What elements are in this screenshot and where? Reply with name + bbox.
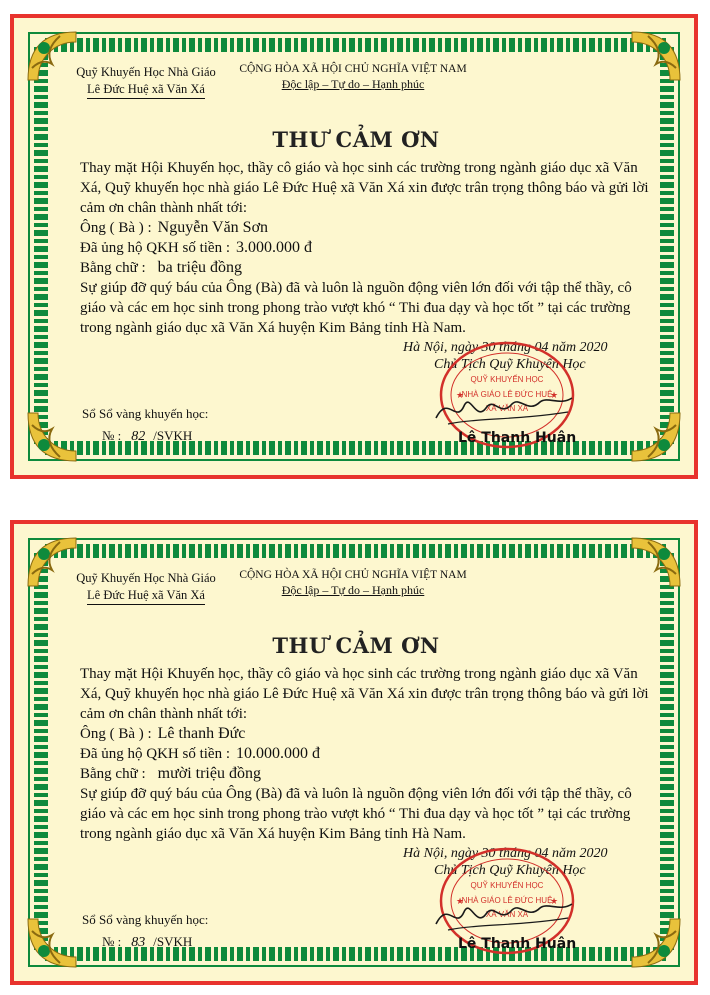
letter-title: THƯ CẢM ƠN bbox=[272, 127, 440, 152]
greek-key-border-right bbox=[660, 46, 674, 447]
letter-body bbox=[58, 664, 654, 844]
org-name: Quỹ Khuyến Học Nhà Giáo bbox=[76, 65, 216, 79]
signer-role: Chủ Tịch Quỹ Khuyến Học bbox=[434, 357, 586, 372]
letter-content bbox=[58, 54, 654, 446]
registry-number bbox=[102, 934, 192, 951]
amount-in-words: mười triệu đồng bbox=[157, 765, 261, 782]
stamp-text-line-1: QUỸ KHUYẾN HỌC bbox=[470, 881, 544, 890]
national-motto: Độc lập – Tự do – Hạnh phúc bbox=[281, 583, 425, 597]
country-name: CỘNG HÒA XÃ HỘI CHỦ NGHĨA VIỆT NAM bbox=[239, 63, 467, 75]
closing-paragraph: Sự giúp đỡ quý báu của Ông (Bà) đã và luôn là nguồn động viên lớn đối với tập thể thầy, cô giáo và các em học sinh trong phong trào vượt khó “ Thi đua dạy và học tốt ” tại các trường trong ngành giáo dục xã Văn Xá huyện Kim Bảng tỉnh Hà Nam. bbox=[80, 280, 632, 336]
signer-role: Chủ Tịch Quỹ Khuyến Học bbox=[434, 863, 586, 878]
letter-body bbox=[58, 158, 654, 338]
letter-content bbox=[58, 560, 654, 952]
number-value: 83 bbox=[131, 935, 146, 950]
stamp-text-line-1: QUỸ KHUYẾN HỌC bbox=[470, 375, 544, 384]
greek-key-border-right bbox=[660, 552, 674, 953]
recipient-label: Ông ( Bà ) : bbox=[80, 220, 152, 236]
gold-book-label: Sổ Sổ vàng khuyến học: bbox=[82, 406, 209, 421]
stamp-text-line-2: NHÀ GIÁO LÊ ĐỨC HUỆ bbox=[461, 390, 553, 399]
greek-key-border-left bbox=[34, 552, 48, 953]
greek-key-border-top bbox=[42, 38, 666, 52]
handwritten-signature-icon bbox=[428, 890, 578, 940]
recipient-line bbox=[58, 724, 654, 744]
org-location: Lê Đức Huệ xã Văn Xá bbox=[87, 81, 205, 99]
recipient-name: Lê thanh Đức bbox=[157, 725, 246, 742]
words-label: Bằng chữ : bbox=[80, 260, 146, 276]
org-header bbox=[66, 64, 226, 99]
thank-you-letter-1 bbox=[10, 14, 698, 479]
amount-value: 3.000.000 đ bbox=[236, 239, 312, 256]
number-label: № : bbox=[102, 428, 122, 443]
greek-key-border-top bbox=[42, 544, 666, 558]
national-header bbox=[228, 62, 478, 92]
amount-label: Đã ủng hộ QKH số tiền : bbox=[80, 746, 230, 762]
svg-text:★: ★ bbox=[550, 390, 559, 400]
svg-text:★: ★ bbox=[456, 896, 465, 906]
intro-paragraph: Thay mặt Hội Khuyến học, thầy cô giáo và học sinh các trường trong ngành giáo dục xã Văn Xá, Quỹ khuyến học nhà giáo Lê Đức Huệ xã Văn Xá xin được trân trọng thông báo và gửi lời cảm ơn chân thành nhất tới: bbox=[80, 160, 649, 216]
amount-value: 10.000.000 đ bbox=[236, 745, 320, 762]
amount-line bbox=[58, 744, 654, 764]
number-value: 82 bbox=[131, 429, 146, 444]
org-header bbox=[66, 570, 226, 605]
recipient-name: Nguyễn Văn Sơn bbox=[157, 219, 269, 236]
greek-key-border-left bbox=[34, 46, 48, 447]
stamp-text-line-3: XÃ VĂN XÁ bbox=[485, 910, 529, 919]
signer-name: Lê Thanh Huân bbox=[458, 936, 577, 952]
org-name: Quỹ Khuyến Học Nhà Giáo bbox=[76, 571, 216, 585]
words-line bbox=[58, 258, 654, 278]
letter-date: Hà Nội, ngày 30 tháng 04 năm 2020 bbox=[403, 340, 608, 355]
svg-text:★: ★ bbox=[550, 896, 559, 906]
recipient-line bbox=[58, 218, 654, 238]
svg-text:★: ★ bbox=[456, 390, 465, 400]
recipient-label: Ông ( Bà ) : bbox=[80, 726, 152, 742]
gold-book-label: Sổ Sổ vàng khuyến học: bbox=[82, 912, 209, 927]
stamp-text-line-3: XÃ VĂN XÁ bbox=[485, 404, 529, 413]
words-line bbox=[58, 764, 654, 784]
handwritten-signature-icon bbox=[428, 384, 578, 434]
registry-number bbox=[102, 428, 192, 445]
letter-title: THƯ CẢM ƠN bbox=[272, 633, 440, 658]
amount-label: Đã ủng hộ QKH số tiền : bbox=[80, 240, 230, 256]
number-label: № : bbox=[102, 934, 122, 949]
thank-you-letter-2 bbox=[10, 520, 698, 985]
number-suffix: /SVKH bbox=[153, 934, 193, 949]
closing-paragraph: Sự giúp đỡ quý báu của Ông (Bà) đã và luôn là nguồn động viên lớn đối với tập thể thầy, cô giáo và các em học sinh trong phong trào vượt khó “ Thi đua dạy và học tốt ” tại các trường trong ngành giáo dục xã Văn Xá huyện Kim Bảng tỉnh Hà Nam. bbox=[80, 786, 632, 842]
number-suffix: /SVKH bbox=[153, 428, 193, 443]
signer-name: Lê Thanh Huân bbox=[458, 430, 577, 446]
words-label: Bằng chữ : bbox=[80, 766, 146, 782]
org-location: Lê Đức Huệ xã Văn Xá bbox=[87, 587, 205, 605]
amount-line bbox=[58, 238, 654, 258]
stamp-text-line-2: NHÀ GIÁO LÊ ĐỨC HUỆ bbox=[461, 896, 553, 905]
country-name: CỘNG HÒA XÃ HỘI CHỦ NGHĨA VIỆT NAM bbox=[239, 569, 467, 581]
amount-in-words: ba triệu đồng bbox=[157, 259, 243, 276]
national-motto: Độc lập – Tự do – Hạnh phúc bbox=[281, 77, 425, 91]
intro-paragraph: Thay mặt Hội Khuyến học, thầy cô giáo và học sinh các trường trong ngành giáo dục xã Văn Xá, Quỹ khuyến học nhà giáo Lê Đức Huệ xã Văn Xá xin được trân trọng thông báo và gửi lời cảm ơn chân thành nhất tới: bbox=[80, 666, 649, 722]
national-header bbox=[228, 568, 478, 598]
letter-date: Hà Nội, ngày 30 tháng 04 năm 2020 bbox=[403, 846, 608, 861]
